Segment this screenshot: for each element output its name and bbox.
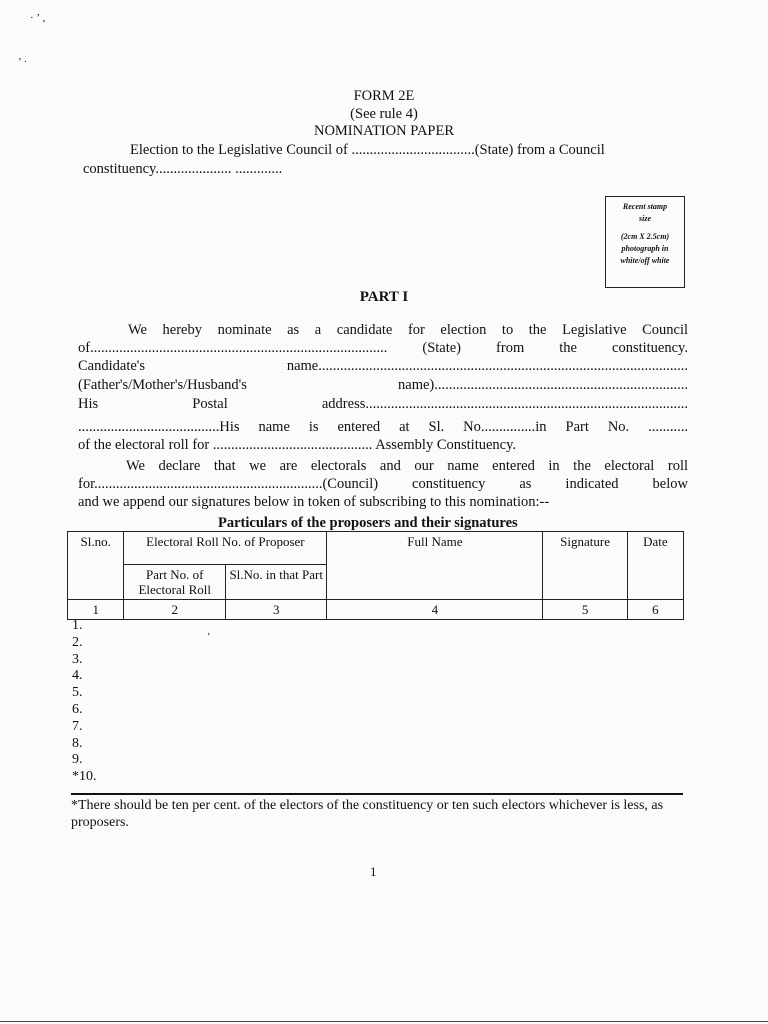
proposer-row-number: 5. — [72, 685, 83, 701]
header-electoral-roll: Electoral Roll No. of Proposer — [124, 532, 327, 565]
serial-number-line: .......................................His name is entered at Sl. No...............in Part No. ........... — [78, 419, 688, 435]
form-number: FORM 2E — [353, 88, 415, 104]
proposer-row-number: 1. — [72, 618, 83, 633]
page-number: 1 — [370, 864, 377, 879]
proposer-row-number: 7. — [72, 718, 83, 734]
postal-address-line: His Postal address......................................................................................... — [78, 396, 688, 412]
constituency-line: constituency..................... ............. — [83, 161, 283, 177]
column-number: 6 — [627, 600, 683, 620]
header-slno: Sl.no. — [68, 532, 124, 600]
column-number: 2 — [124, 600, 226, 620]
header-part-no: Part No. of Electoral Roll — [124, 565, 226, 600]
scan-speck: ’ — [207, 632, 211, 643]
declaration-line: We declare that we are electorals and our name entered in the electoral roll — [126, 458, 688, 474]
photo-size-label: Recent stamp size — [622, 202, 668, 223]
proposer-row-number: 9. — [72, 752, 83, 768]
footnote-divider — [71, 793, 683, 795]
candidate-name-line: Candidate's name...................................................................................................... — [78, 358, 688, 374]
signature-declaration-line: and we append our signatures below in token of subscribing to this nomination:-- — [78, 494, 550, 510]
column-number: 5 — [543, 600, 627, 620]
column-number: 4 — [327, 600, 543, 620]
scan-edge-line — [0, 1021, 768, 1022]
proposer-row-number: *10. — [72, 769, 97, 785]
proposer-row-number: 6. — [72, 701, 83, 717]
proposer-rows — [72, 618, 97, 786]
proposers-table — [67, 531, 684, 620]
column-number: 3 — [226, 600, 327, 620]
scan-mark: · ’ ‚ — [30, 12, 46, 24]
header-date: Date — [627, 532, 683, 600]
election-line: Election to the Legislative Council of ..................................(State) from a Council — [130, 142, 605, 158]
proposer-row-number: 3. — [72, 651, 83, 667]
proposer-row-number: 8. — [72, 735, 83, 751]
assembly-constituency-line: of the electoral roll for ............................................ Assembly Constituency. — [78, 437, 517, 453]
header-full-name: Full Name — [327, 532, 543, 600]
state-line: of.................................................................................. (State) from the constituency. — [78, 340, 688, 356]
photo-spec-label: (2cm X 2.5cm) photograph in white/off white — [620, 232, 670, 265]
footnote: *There should be ten per cent. of the electors of the constituency or ten such electors whichever is less, as proposers. — [71, 798, 664, 830]
nomination-line: We hereby nominate as a candidate for election to the Legislative Council — [128, 322, 688, 338]
proposer-row-number: 4. — [72, 668, 83, 684]
proposer-row-number: 2. — [72, 634, 83, 650]
header-slno-in-part: Sl.No. in that Part — [226, 565, 327, 600]
document-title: NOMINATION PAPER — [313, 123, 455, 139]
scan-mark: ’ · — [18, 56, 28, 68]
council-line: for...............................................................(Council) constituency as indicated below — [78, 476, 688, 492]
parent-name-line: (Father's/Mother's/Husband's name)...................................................................... — [78, 377, 688, 393]
part-title: PART I — [359, 289, 409, 305]
header-signature: Signature — [543, 532, 627, 600]
rule-reference: (See rule 4) — [350, 106, 418, 122]
table-title: Particulars of the proposers and their signatures — [218, 515, 518, 531]
column-number: 1 — [68, 600, 124, 620]
photo-placeholder-box — [605, 196, 685, 288]
